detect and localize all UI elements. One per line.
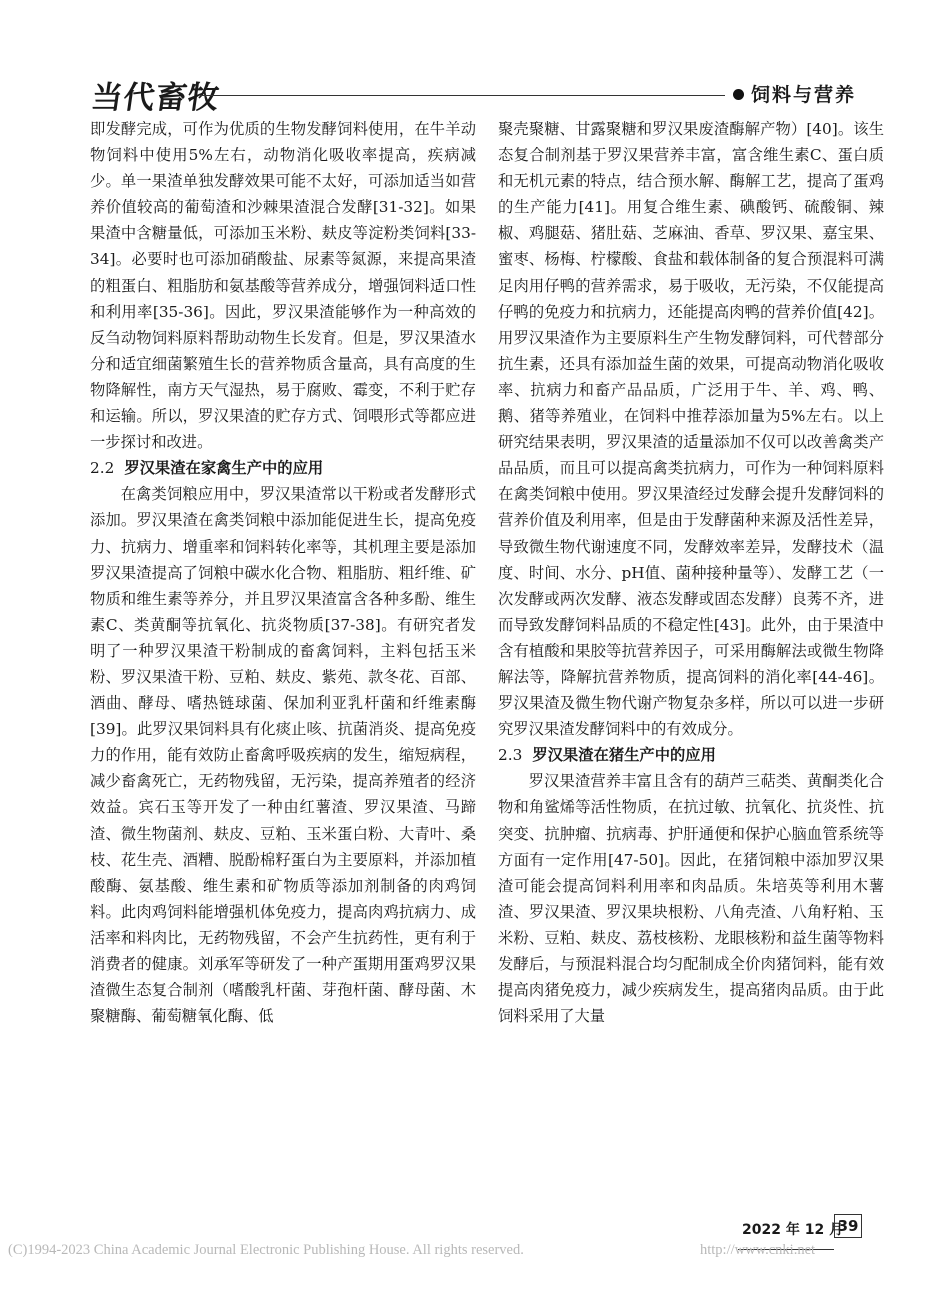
right-column xyxy=(498,116,884,1029)
heading-number: 2.2 xyxy=(90,459,115,478)
page-number: 39 xyxy=(834,1214,862,1238)
heading-title: 罗汉果渣在猪生产中的应用 xyxy=(532,746,716,765)
paragraph: 聚壳聚糖、甘露聚糖和罗汉果废渣酶解产物）[40]。该生态复合制剂基于罗汉果营养丰富，富含维生素C、蛋白质和无机元素的特点，结合预水解、酶解工艺，提高了蛋鸡的生产能力[41]。用复合维生素、碘酸钙、硫酸铜、辣椒、鸡腿菇、猪肚菇、芝麻油、香草、罗汉果、嘉宝果、蜜枣、杨梅、柠檬酸、食盐和载体制备的复合预混料可满足肉用仔鸭的营养需求，易于吸收，无污染，不仅能提高仔鸭的免疫力和抗病力，还能提高肉鸭的营养价值[42]。用罗汉果渣作为主要原料生产生物发酵饲料，可代替部分抗生素，还具有添加益生菌的效果，可提高动物消化吸收率、抗病力和畜产品品质，广泛用于牛、羊、鸡、鸭、鹅、猪等养殖业，在饲料中推荐添加量为5%左右。以上研究结果表明，罗汉果渣的适量添加不仅可以改善禽类产品品质，而且可以提高禽类抗病力，可作为一种饲料原料在禽类饲粮中使用。罗汉果渣经过发酵会提升发酵饲料的营养价值及利用率，但是由于发酵菌种来源及活性差异，导致微生物代谢速度不同，发酵效率差异，发酵技术（温度、时间、水分、pH值、菌种接种量等）、发酵工艺（一次发酵或两次发酵、液态发酵或固态发酵）良莠不齐，进而导致发酵饲料品质的不稳定性[43]。此外，由于果渣中含有植酸和果胶等抗营养因子，可采用酶解法或微生物降解法等，降解抗营养物质，提高饲料的消化率[44-46]。罗汉果渣及微生物代谢产物复杂多样，所以可以进一步研究罗汉果渣发酵饲料中的有效成分。 xyxy=(498,120,884,739)
heading-title: 罗汉果渣在家禽生产中的应用 xyxy=(124,459,324,478)
paragraph: 即发酵完成，可作为优质的生物发酵饲料使用，在牛羊动物饲料中使用5%左右，动物消化吸收率提高，疾病减少。单一果渣单独发酵效果可能不太好，可添加适当如营养价值较高的葡萄渣和沙棘果渣混合发酵[31-32]。如果果渣中含糖量低，可添加玉米粉、麸皮等淀粉类饲料[33-34]。必要时也可添加硝酸盐、尿素等氮源，来提高果渣的粗蛋白、粗脂肪和氨基酸等营养成分，增强饲料适口性和利用率[35-36]。因此，罗汉果渣能够作为一种高效的反刍动物饲料原料帮助动物生长发育。但是，罗汉果渣水分和适宜细菌繁殖生长的营养物质含量高，具有高度的生物降解性，南方天气湿热，易于腐败、霉变，不利于贮存和运输。所以，罗汉果渣的贮存方式、饲喂形式等都应进一步探讨和改进。 xyxy=(90,120,476,452)
issue-date: 2022 年 12 月 xyxy=(742,1222,844,1238)
paragraph: 罗汉果渣营养丰富且含有的葫芦三萜类、黄酮类化合物和角鲨烯等活性物质，在抗过敏、抗氧化、抗炎性、抗突变、抗肿瘤、抗病毒、护肝通便和保护心脑血管系统等方面有一定作用[47-50]。因此，在猪饲粮中添加罗汉果渣可能会提高饲料利用率和肉品质。朱培英等利用木薯渣、罗汉果渣、罗汉果块根粉、八角壳渣、八角籽粕、玉米粉、豆粕、麸皮、荔枝核粉、龙眼核粉和益生菌等物料发酵后，与预混料混合均匀配制成全价肉猪饲料，能有效提高肉猪免疫力，减少疾病发生，提高猪肉品质。由于此饲料采用了大量 xyxy=(498,772,884,1026)
section-heading-2-2 xyxy=(90,455,476,481)
heading-number: 2.3 xyxy=(498,746,523,765)
copyright-text: (C)1994-2023 China Academic Journal Electronic Publishing House. All rights reserved. xyxy=(8,1242,524,1258)
paragraph: 在禽类饲粮应用中，罗汉果渣常以干粉或者发酵形式添加。罗汉果渣在禽类饲粮中添加能促进生长，提高免疫力、抗病力、增重率和饲料转化率等，其机理主要是添加罗汉果渣提高了饲粮中碳水化合物、粗脂肪、粗纤维、矿物质和维生素等养分，并且罗汉果渣富含各种多酚、维生素C、类黄酮等抗氧化、抗炎物质[37-38]。有研究者发明了一种罗汉果渣干粉制成的畜禽饲料，主料包括玉米粉、罗汉果渣干粉、豆粕、麸皮、紫苑、款冬花、百部、酒曲、酵母、嗜热链球菌、保加利亚乳杆菌和纤维素酶[39]。此罗汉果饲料具有化痰止咳、抗菌消炎、提高免疫力的作用，能有效防止畜禽呼吸疾病的发生，缩短病程，减少畜禽死亡，无药物残留，无污染，提高养殖者的经济效益。宾石玉等开发了一种由红薯渣、罗汉果渣、马蹄渣、微生物菌剂、麸皮、豆粕、玉米蛋白粉、大青叶、桑枝、花生壳、酒糟、脱酚棉籽蛋白为主要原料，并添加植酸酶、氨基酸、维生素和矿物质等添加剂制备的肉鸡饲料。此肉鸡饲料能增强机体免疫力，提高肉鸡抗病力、成活率和料肉比，无药物残留，不会产生抗药性，更有利于消费者的健康。刘承军等研发了一种产蛋期用蛋鸡罗汉果渣微生态复合制剂（嗜酸乳杆菌、芽孢杆菌、酵母菌、木聚糖酶、葡萄糖氧化酶、低 xyxy=(90,485,476,1026)
journal-logo: 当代畜牧 xyxy=(88,80,223,116)
bullet-icon xyxy=(733,89,744,100)
header-rule xyxy=(200,95,725,96)
section-heading-2-3 xyxy=(498,742,884,768)
left-column xyxy=(90,116,476,1029)
cnki-link[interactable]: http://www.cnki.net xyxy=(700,1242,816,1258)
section-title: 饲料与营养 xyxy=(751,84,857,106)
